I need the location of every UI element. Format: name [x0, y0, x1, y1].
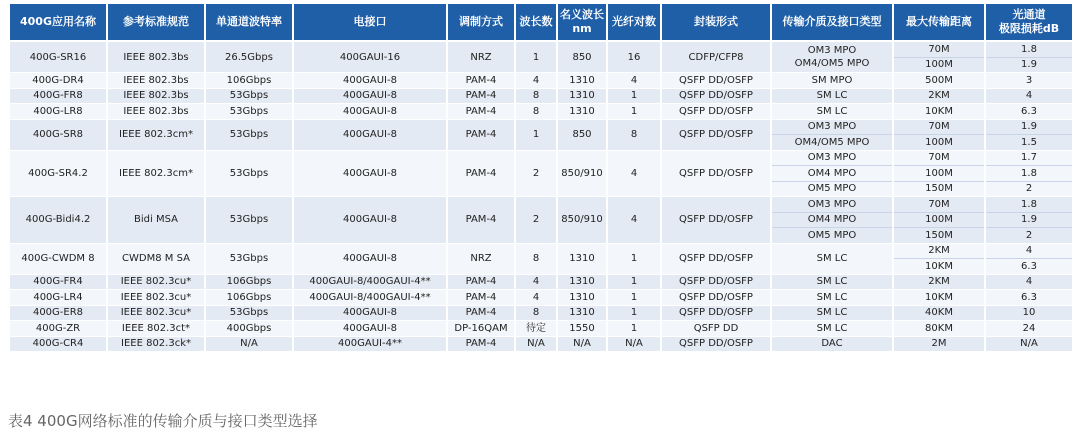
app-name-cell: 400G-ER8 — [10, 306, 106, 322]
electrical-interface-cell: 400GAUI-8/400GAUI-4** — [294, 290, 446, 306]
baud-rate-cell: 400Gbps — [206, 321, 292, 337]
app-name-cell: 400G-ZR — [10, 321, 106, 337]
loss-cell: 2 — [986, 182, 1072, 198]
nominal-wavelength-cell: 1310 — [558, 104, 606, 120]
max-distance-cell: 40KM — [894, 306, 984, 322]
max-distance-cell: 2KM — [894, 275, 984, 291]
modulation-cell: PAM-4 — [448, 104, 514, 120]
baud-rate-cell: 53Gbps — [206, 151, 292, 198]
nominal-wavelength-cell: 850 — [558, 42, 606, 73]
fiber-pairs-cell: N/A — [608, 337, 660, 353]
electrical-interface-cell: 400GAUI-8 — [294, 151, 446, 198]
loss-cell: 4 — [986, 89, 1072, 105]
baud-rate-cell: 53Gbps — [206, 89, 292, 105]
standard-cell: IEEE 802.3cm* — [108, 151, 204, 198]
standards-table — [8, 4, 1074, 352]
media-cell: DAC — [772, 337, 892, 353]
package-cell: QSFP DD/OSFP — [662, 104, 770, 120]
modulation-cell: PAM-4 — [448, 151, 514, 198]
electrical-interface-cell: 400GAUI-8 — [294, 89, 446, 105]
app-name-cell: 400G-LR4 — [10, 290, 106, 306]
baud-rate-cell: 53Gbps — [206, 104, 292, 120]
column-header: 最大传输距离 — [894, 4, 984, 42]
max-distance-cell: 100M — [894, 135, 984, 151]
loss-cell: 4 — [986, 244, 1072, 260]
standard-cell: IEEE 802.3bs — [108, 42, 204, 73]
wavelength-count-cell: N/A — [516, 337, 556, 353]
modulation-cell: NRZ — [448, 244, 514, 275]
package-cell: CDFP/CFP8 — [662, 42, 770, 73]
table-row — [10, 104, 1072, 120]
modulation-cell: PAM-4 — [448, 73, 514, 89]
nominal-wavelength-cell: 1310 — [558, 89, 606, 105]
nominal-wavelength-cell: N/A — [558, 337, 606, 353]
electrical-interface-cell: 400GAUI-8 — [294, 321, 446, 337]
max-distance-cell: 10KM — [894, 259, 984, 275]
loss-cell: 1.9 — [986, 120, 1072, 136]
baud-rate-cell: 106Gbps — [206, 275, 292, 291]
column-header: 传输介质及接口类型 — [772, 4, 892, 42]
modulation-cell: PAM-4 — [448, 290, 514, 306]
media-line: OM4/OM5 MPO — [794, 58, 870, 69]
loss-cell: 3 — [986, 73, 1072, 89]
media-cell: SM LC — [772, 89, 892, 105]
package-cell: QSFP DD/OSFP — [662, 290, 770, 306]
loss-cell: 2 — [986, 228, 1072, 244]
modulation-cell: PAM-4 — [448, 197, 514, 244]
max-distance-cell: 70M — [894, 120, 984, 136]
media-cell: OM4 MPO — [772, 213, 892, 229]
package-cell: QSFP DD/OSFP — [662, 197, 770, 244]
baud-rate-cell: 106Gbps — [206, 290, 292, 306]
app-name-cell: 400G-LR8 — [10, 104, 106, 120]
column-header: 光纤对数 — [608, 4, 660, 42]
loss-cell: 6.3 — [986, 104, 1072, 120]
column-header: 名义波长 nm — [558, 4, 606, 42]
wavelength-count-cell: 4 — [516, 275, 556, 291]
max-distance-cell: 70M — [894, 197, 984, 213]
nominal-wavelength-cell: 1310 — [558, 73, 606, 89]
app-name-cell: 400G-SR16 — [10, 42, 106, 73]
package-cell: QSFP DD/OSFP — [662, 275, 770, 291]
column-header: 波长数 — [516, 4, 556, 42]
loss-cell: 1.9 — [986, 213, 1072, 229]
standard-cell: IEEE 802.3cu* — [108, 275, 204, 291]
fiber-pairs-cell: 4 — [608, 73, 660, 89]
column-header: 电接口 — [294, 4, 446, 42]
wavelength-count-cell: 4 — [516, 290, 556, 306]
table-caption: 表4 400G网络标准的传输介质与接口类型选择 — [8, 412, 318, 430]
fiber-pairs-cell: 4 — [608, 151, 660, 198]
electrical-interface-cell: 400GAUI-8 — [294, 73, 446, 89]
electrical-interface-cell: 400GAUI-16 — [294, 42, 446, 73]
max-distance-cell: 70M — [894, 151, 984, 167]
package-cell: QSFP DD/OSFP — [662, 73, 770, 89]
media-cell: SM LC — [772, 321, 892, 337]
baud-rate-cell: 53Gbps — [206, 244, 292, 275]
column-header: 400G应用名称 — [10, 4, 106, 42]
max-distance-cell: 10KM — [894, 290, 984, 306]
loss-cell: 10 — [986, 306, 1072, 322]
fiber-pairs-cell: 1 — [608, 306, 660, 322]
max-distance-cell: 500M — [894, 73, 984, 89]
media-line: OM3 MPO — [807, 45, 857, 56]
media-cell: SM LC — [772, 275, 892, 291]
table-row — [10, 73, 1072, 89]
fiber-pairs-cell: 4 — [608, 197, 660, 244]
app-name-cell: 400G-DR4 — [10, 73, 106, 89]
loss-cell: 1.8 — [986, 166, 1072, 182]
app-name-cell: 400G-SR8 — [10, 120, 106, 151]
fiber-pairs-cell: 8 — [608, 120, 660, 151]
media-cell: SM LC — [772, 290, 892, 306]
standard-cell: IEEE 802.3bs — [108, 73, 204, 89]
max-distance-cell: 150M — [894, 228, 984, 244]
table-row — [10, 337, 1072, 353]
package-cell: QSFP DD/OSFP — [662, 89, 770, 105]
max-distance-cell: 70M — [894, 42, 984, 58]
package-cell: QSFP DD/OSFP — [662, 337, 770, 353]
wavelength-count-cell: 1 — [516, 42, 556, 73]
standard-cell: IEEE 802.3cm* — [108, 120, 204, 151]
table-body — [10, 42, 1072, 352]
loss-cell: 24 — [986, 321, 1072, 337]
table-header-row — [10, 4, 1072, 42]
nominal-wavelength-cell: 1550 — [558, 321, 606, 337]
loss-cell: 1.8 — [986, 42, 1072, 58]
baud-rate-cell: 53Gbps — [206, 306, 292, 322]
modulation-cell: PAM-4 — [448, 89, 514, 105]
media-cell: SM LC — [772, 244, 892, 275]
electrical-interface-cell: 400GAUI-8 — [294, 306, 446, 322]
package-cell: QSFP DD — [662, 321, 770, 337]
loss-cell: 1.9 — [986, 58, 1072, 74]
fiber-pairs-cell: 1 — [608, 275, 660, 291]
standard-cell: IEEE 802.3ct* — [108, 321, 204, 337]
max-distance-cell: 150M — [894, 182, 984, 198]
modulation-cell: PAM-4 — [448, 275, 514, 291]
package-cell: QSFP DD/OSFP — [662, 244, 770, 275]
max-distance-cell: 100M — [894, 213, 984, 229]
media-cell: OM5 MPO — [772, 228, 892, 244]
table-row — [10, 89, 1072, 105]
media-cell: OM5 MPO — [772, 182, 892, 198]
wavelength-count-cell: 4 — [516, 73, 556, 89]
column-header: 参考标准规范 — [108, 4, 204, 42]
wavelength-count-cell: 2 — [516, 151, 556, 198]
media-cell: SM MPO — [772, 73, 892, 89]
media-cell: SM LC — [772, 104, 892, 120]
max-distance-cell: 80KM — [894, 321, 984, 337]
nominal-wavelength-cell: 850 — [558, 120, 606, 151]
max-distance-cell: 10KM — [894, 104, 984, 120]
modulation-cell: NRZ — [448, 42, 514, 73]
standard-cell: IEEE 802.3bs — [108, 104, 204, 120]
baud-rate-cell: 106Gbps — [206, 73, 292, 89]
baud-rate-cell: N/A — [206, 337, 292, 353]
modulation-cell: PAM-4 — [448, 306, 514, 322]
standard-cell: IEEE 802.3ck* — [108, 337, 204, 353]
max-distance-cell: 2M — [894, 337, 984, 353]
media-cell: OM3 MPO — [772, 120, 892, 136]
standard-cell: IEEE 802.3cu* — [108, 290, 204, 306]
loss-cell: 6.3 — [986, 259, 1072, 275]
package-cell: QSFP DD/OSFP — [662, 306, 770, 322]
max-distance-cell: 2KM — [894, 244, 984, 260]
baud-rate-cell: 26.5Gbps — [206, 42, 292, 73]
modulation-cell: DP-16QAM — [448, 321, 514, 337]
nominal-wavelength-cell: 1310 — [558, 290, 606, 306]
media-cell: OM4 MPO — [772, 166, 892, 182]
loss-cell: 4 — [986, 275, 1072, 291]
modulation-cell: PAM-4 — [448, 120, 514, 151]
column-header: 调制方式 — [448, 4, 514, 42]
column-header: 单通道波特率 — [206, 4, 292, 42]
fiber-pairs-cell: 1 — [608, 321, 660, 337]
loss-cell: 1.8 — [986, 197, 1072, 213]
fiber-pairs-cell: 1 — [608, 290, 660, 306]
fiber-pairs-cell: 1 — [608, 244, 660, 275]
fiber-pairs-cell: 1 — [608, 89, 660, 105]
electrical-interface-cell: 400GAUI-8 — [294, 197, 446, 244]
electrical-interface-cell: 400GAUI-8/400GAUI-4** — [294, 275, 446, 291]
nominal-wavelength-cell: 850/910 — [558, 151, 606, 198]
wavelength-count-cell: 8 — [516, 104, 556, 120]
wavelength-count-cell: 8 — [516, 244, 556, 275]
loss-cell: 1.7 — [986, 151, 1072, 167]
app-name-cell: 400G-Bidi4.2 — [10, 197, 106, 244]
app-name-cell: 400G-FR8 — [10, 89, 106, 105]
package-cell: QSFP DD/OSFP — [662, 120, 770, 151]
column-header: 光通道 极限损耗dB — [986, 4, 1072, 42]
package-cell: QSFP DD/OSFP — [662, 151, 770, 198]
nominal-wavelength-cell: 850/910 — [558, 197, 606, 244]
table-row — [10, 244, 1072, 260]
nominal-wavelength-cell: 1310 — [558, 275, 606, 291]
loss-cell: 1.5 — [986, 135, 1072, 151]
electrical-interface-cell: 400GAUI-8 — [294, 120, 446, 151]
standard-cell: IEEE 802.3bs — [108, 89, 204, 105]
table-row — [10, 197, 1072, 213]
wavelength-count-cell: 8 — [516, 89, 556, 105]
max-distance-cell: 2KM — [894, 89, 984, 105]
media-cell — [772, 42, 892, 73]
fiber-pairs-cell: 1 — [608, 104, 660, 120]
electrical-interface-cell: 400GAUI-8 — [294, 104, 446, 120]
wavelength-count-cell: 待定 — [516, 321, 556, 337]
column-header: 封装形式 — [662, 4, 770, 42]
media-cell: OM3 MPO — [772, 197, 892, 213]
loss-cell: N/A — [986, 337, 1072, 353]
max-distance-cell: 100M — [894, 166, 984, 182]
fiber-pairs-cell: 16 — [608, 42, 660, 73]
standards-table-container — [8, 4, 1074, 352]
modulation-cell: PAM-4 — [448, 337, 514, 353]
table-row — [10, 306, 1072, 322]
standard-cell: CWDM8 M SA — [108, 244, 204, 275]
electrical-interface-cell: 400GAUI-4** — [294, 337, 446, 353]
app-name-cell: 400G-CR4 — [10, 337, 106, 353]
wavelength-count-cell: 8 — [516, 306, 556, 322]
media-cell: OM3 MPO — [772, 151, 892, 167]
nominal-wavelength-cell: 1310 — [558, 306, 606, 322]
media-cell: OM4/OM5 MPO — [772, 135, 892, 151]
table-row — [10, 275, 1072, 291]
media-cell: SM LC — [772, 306, 892, 322]
table-row — [10, 120, 1072, 136]
loss-cell: 6.3 — [986, 290, 1072, 306]
table-row — [10, 290, 1072, 306]
app-name-cell: 400G-CWDM 8 — [10, 244, 106, 275]
max-distance-cell: 100M — [894, 58, 984, 74]
nominal-wavelength-cell: 1310 — [558, 244, 606, 275]
standard-cell: IEEE 802.3cu* — [108, 306, 204, 322]
wavelength-count-cell: 1 — [516, 120, 556, 151]
app-name-cell: 400G-SR4.2 — [10, 151, 106, 198]
table-row — [10, 321, 1072, 337]
app-name-cell: 400G-FR4 — [10, 275, 106, 291]
table-row — [10, 151, 1072, 167]
table-row — [10, 42, 1072, 58]
wavelength-count-cell: 2 — [516, 197, 556, 244]
baud-rate-cell: 53Gbps — [206, 197, 292, 244]
baud-rate-cell: 53Gbps — [206, 120, 292, 151]
standard-cell: Bidi MSA — [108, 197, 204, 244]
electrical-interface-cell: 400GAUI-8 — [294, 244, 446, 275]
